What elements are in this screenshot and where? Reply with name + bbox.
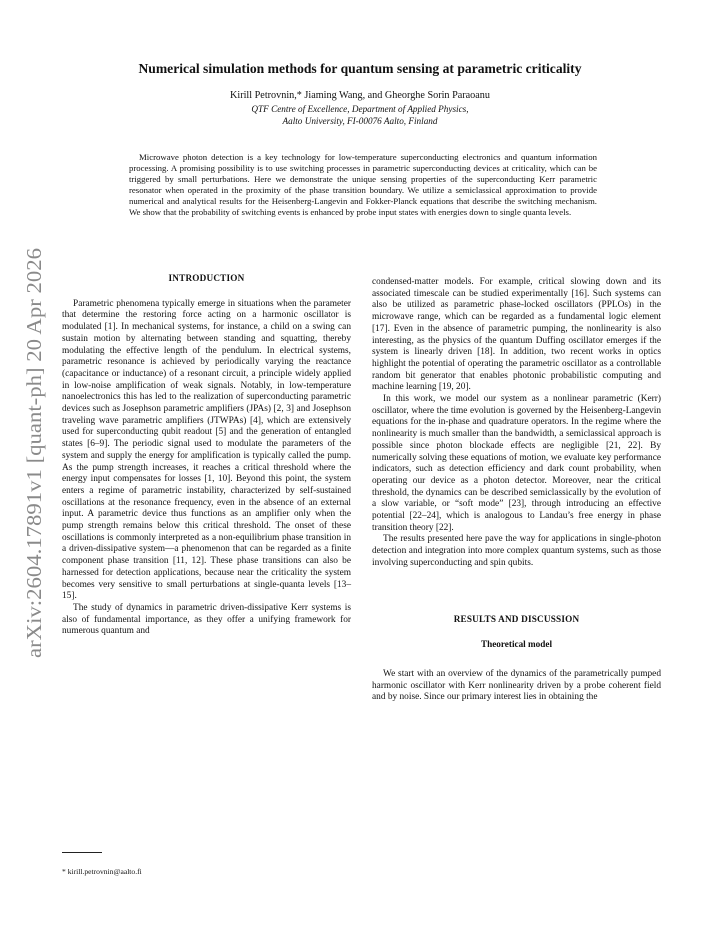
subsection-heading-theoretical-model: Theoretical model xyxy=(480,639,553,650)
affiliation-line-1: QTF Centre of Excellence, Department of Applied Physics, xyxy=(251,104,469,114)
intro-paragraph-2-continued: condensed-matter models. For example, critical slowing down and its associated timescale can be studied experimentally [16]. Such systems can also be utilized as parametric phase-locked oscillators (PPLOs) in the microwave range, which can be regarded as a fundamental logic element [17]. Even in the absence of parametric pumping, the nonlinearity is also interesting, as the physics of the quantum Duffing oscillator emerges if the system is linearly driven [18]. In addition, two recent works in optics highlight the potential of operating the parametric oscillator as a controllable random bit generator that enables photonic probabilistic computing and machine learning [19, 20]. xyxy=(372,277,661,393)
footnote-divider xyxy=(62,852,102,853)
section-heading-introduction: INTRODUCTION xyxy=(168,273,245,283)
intro-paragraph-4: The results presented here pave the way for applications in single-photon detection and integration into more complex quantum systems, such as those involving superconducting and spin qubits. xyxy=(372,534,661,568)
intro-paragraph-3: In this work, we model our system as a nonlinear parametric (Kerr) oscillator, where the time evolution is governed by the Heisenberg-Langevin equations for the in-phase and quadrature operators. In the regime where the nonlinearity is much smaller than the bandwidth, a semiclassical approach is possible since photon blockade effects are negligible [21, 22]. By numerically solving these equations of motion, we evaluate key performance indicators, such as detection efficiency and dark count probability, when operating our device as a photon detector. Moreover, near the critical threshold, the dynamics can be described semiclassically by the evolution of a slow variable, or “soft mode” [23], through introducing an effective potential [22–24], which is analogous to Landau’s free energy in phase transition theory [22]. xyxy=(372,394,661,533)
intro-paragraph-2: The study of dynamics in parametric driven-dissipative Kerr systems is also of fundamental importance, as they offer a unifying framework for numerous quantum and xyxy=(62,602,351,637)
affiliation-line-2: Aalto University, FI-00076 Aalto, Finland xyxy=(282,116,438,127)
arxiv-identifier-stamp xyxy=(12,245,52,660)
affiliation xyxy=(60,103,660,128)
left-column xyxy=(62,273,351,638)
corresponding-author-footnote: * kirill.petrovnin@aalto.fi xyxy=(62,867,142,876)
results-paragraph-1: We start with an overview of the dynamics of the parametrically pumped harmonic oscillator with Kerr nonlinearity driven by a probe coherent field and by noise. Since our primary interest lies in obtaining the xyxy=(372,668,661,703)
intro-paragraph-1: Parametric phenomena typically emerge in situations when the parameter that determine the restoring force acting on a harmonic oscillator is modulated [1]. In mechanical systems, for instance, a child on a swing can sustain motion by alternating between standing and squatting, thereby modulating the effective length of the pendulum. In electrical systems, parametric resonance is achieved by periodically varying the reactance (capacitance or inductance) of a resonant circuit, a principle widely applied in low-noise amplification of weak signals. Notably, in low-temperature nanoelectronics this has led to the realization of superconducting parametric devices such as Josephson parametric amplifiers (JPAs) [2, 3] and Josephson traveling wave parametric amplifiers (JTWPAs) [4], which are extensively used for superconducting qubit readout [5] and the generation of entangled states [6–9]. The periodic signal used to modulate the parameters of the system and supply the energy for amplification is typically called the pump. As the pump strength increases, it reaches a critical threshold where the energy input compensates for losses [1, 10]. Beyond this point, the system enters a regime of parametric instability, characterized by self-sustained oscillations at the resonance frequency, even in the absence of an external input. A parametric device thus functions as an amplifier only when the pump strength remains below this critical threshold. The onset of these oscillations is commonly interpreted as a non-equilibrium phase transition in a driven-dissipative system—a phenomenon that can be regarded as a finite component phase transition [11, 12]. These phase transitions can also be harnessed for detection applications, because near the criticality the system becomes very sensitive to small perturbations at single-quanta levels [13–15]. xyxy=(62,298,351,602)
arxiv-identifier-text: arXiv:2604.17891v1 [quant-ph] 20 Apr 2026 xyxy=(22,279,46,658)
section-heading-results: RESULTS AND DISCUSSION xyxy=(453,613,580,624)
author-list: Kirill Petrovnin,* Jiaming Wang, and Gheorghe Sorin Paraoanu xyxy=(230,90,490,101)
paper-title: Numerical simulation methods for quantum sensing at parametric criticality xyxy=(138,61,582,76)
abstract: Microwave photon detection is a key technology for low-temperature superconducting electronics and quantum information processing. A promising possibility is to use switching processes in parametric superconducting devices at criticality, which can be triggered by small perturbations. Here we demonstrate the unique sensing properties of the superconducting Kerr parametric resonator when operated in the proximity of the phase transition boundary. We utilize a semiclassical approximation to provide numerical and analytical results for the Heisenberg-Langevin and Fokker-Planck equations that describe the switching mechanism. We show that the probability of switching events is enhanced by probe input states with energies down to single quanta levels. xyxy=(129,152,597,218)
right-column xyxy=(372,277,661,704)
